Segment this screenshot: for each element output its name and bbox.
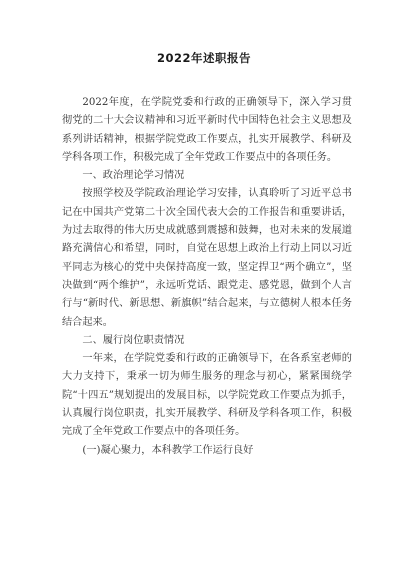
duties-paragraph: 一年来，在学院党委和行政的正确领导下，在各系室老师的大力支持下，秉承一切为师生服务的理念与初心，紧紧围绕学院“十四五”规划提出的发展目标，以学院党政工作要点为抓手，认真履行岗位职责，扎实开展教学、科研及学科各项工作，积极完成了全年党政工作要点中的各项任务。 (62, 353, 352, 438)
subsection-heading-teaching: (一)凝心聚力，本科教学工作运行良好 (82, 444, 254, 456)
document-title: 2022年述职报告 (156, 51, 251, 65)
political-study-paragraph: 按照学校及学院政治理论学习安排，认真聆听了习近平总书记在中国共产党第二十次全国代表大会的工作报告和重要讲话，为过去取得的伟大历史成就感到震撼和鼓舞，也对未来的发展道路充满信心和希望，同时，自觉在思想上政治上行动上同以习近平同志为核心的党中央保持高度一致，坚定捍卫“两个确立”，坚决做到“两个维护”，永远听党话、跟党走、感党恩，做到个人言行与“新时代、新思想、新旗帜”结合起来，与立德树人根本任务结合起来。 (62, 188, 352, 328)
section-heading-political-study: 一、政治理论学习情况 (82, 170, 185, 182)
document-body (62, 94, 352, 460)
intro-paragraph: 2022年度，在学院党委和行政的正确领导下，深入学习贯彻党的二十大会议精神和习近平新时代中国特色社会主义思想及系列讲话精神，根据学院党政工作要点，扎实开展教学、科研及学科各项工作，积极完成了全年党政工作要点中的各项任务。 (62, 97, 352, 163)
section-heading-duties: 二、履行岗位职责情况 (82, 334, 185, 346)
